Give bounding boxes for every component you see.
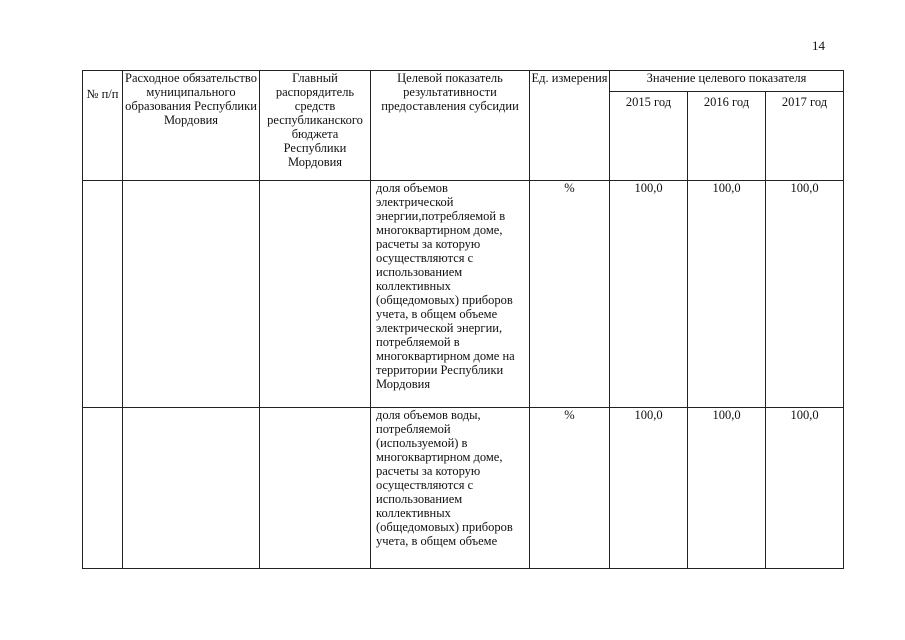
cell-value-2016: 100,0 — [688, 408, 766, 569]
header-value-group: Значение целевого показателя — [610, 71, 844, 92]
table-row — [83, 181, 844, 408]
header-year-2015: 2015 год — [610, 92, 688, 181]
cell-manager — [260, 408, 371, 569]
cell-value-2017: 100,0 — [766, 181, 844, 408]
cell-value-2017: 100,0 — [766, 408, 844, 569]
cell-value-2015: 100,0 — [610, 408, 688, 569]
page-number: 14 — [812, 38, 825, 53]
header-year-2016: 2016 год — [688, 92, 766, 181]
target-indicators-table — [82, 70, 844, 569]
header-obligation: Расходное обязательство муниципального образования Республики Мордовия — [123, 71, 260, 181]
cell-num — [83, 181, 123, 408]
cell-value-2016: 100,0 — [688, 181, 766, 408]
header-indicator: Целевой показатель результативности предоставления субсидии — [371, 71, 530, 181]
table-header-row — [83, 71, 844, 92]
cell-indicator: доля объемов воды, потребляемой (используемой) в многоквартирном доме, расчеты за которую осуществляются с использованием коллективных (общедомовых) приборов учета, в общем объеме — [371, 408, 530, 569]
cell-value-2015: 100,0 — [610, 181, 688, 408]
cell-num — [83, 408, 123, 569]
cell-obligation — [123, 408, 260, 569]
header-num: № п/п — [83, 71, 123, 181]
cell-manager — [260, 181, 371, 408]
cell-indicator: доля объемов электрической энергии,потребляемой в многоквартирном доме, расчеты за которую осуществляются с использованием коллективных (общедомовых) приборов учета, в общем объеме электрической энергии, потребляемой в многоквартирном доме на территории Республики Мордовия — [371, 181, 530, 408]
header-year-2017: 2017 год — [766, 92, 844, 181]
table-row — [83, 408, 844, 569]
cell-obligation — [123, 181, 260, 408]
header-unit: Ед. измерения — [530, 71, 610, 181]
cell-unit: % — [530, 408, 610, 569]
cell-unit: % — [530, 181, 610, 408]
header-manager: Главный распорядитель средств республиканского бюджета Республики Мордовия — [260, 71, 371, 181]
